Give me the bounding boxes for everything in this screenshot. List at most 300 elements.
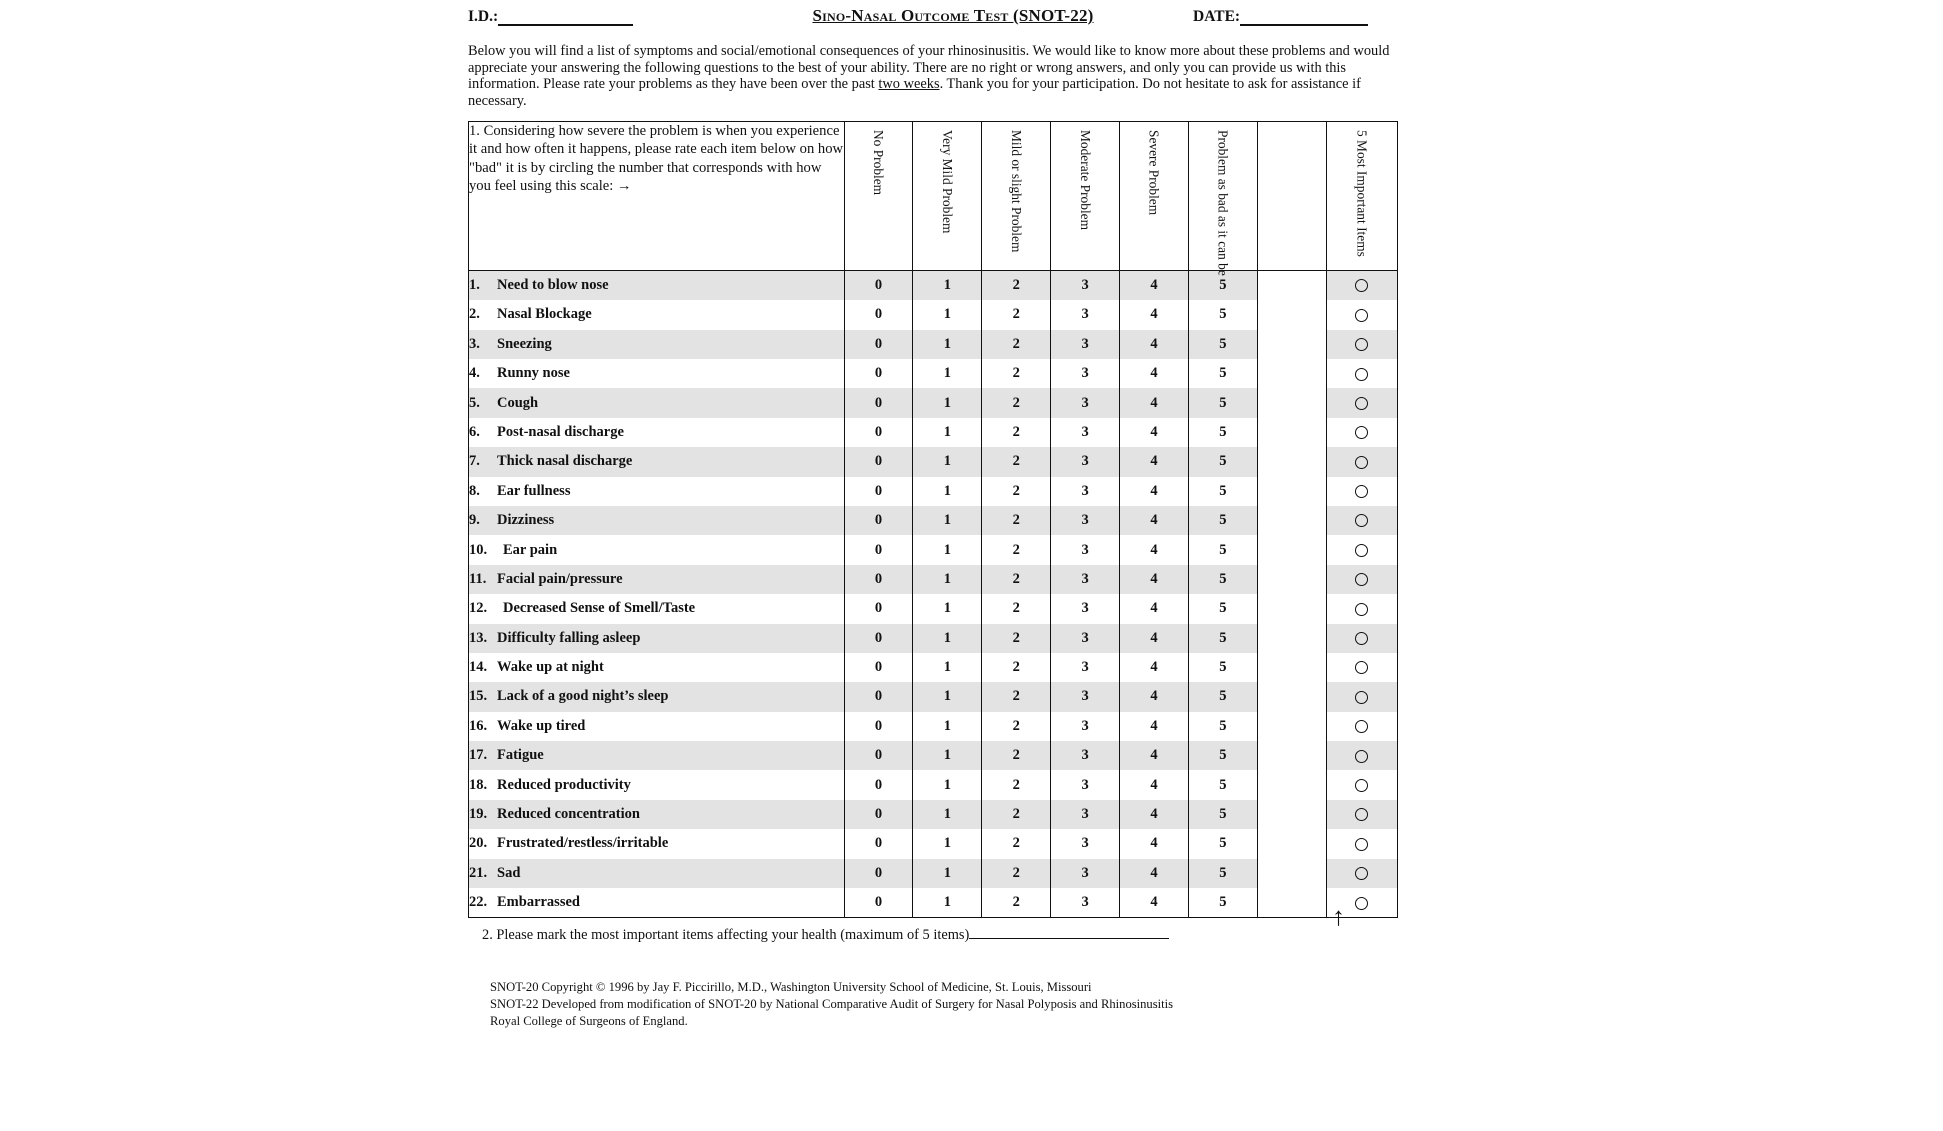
id-input-line[interactable] <box>498 11 633 26</box>
rating-option-3[interactable]: 3 <box>1051 270 1120 300</box>
item-number: 11. <box>469 570 487 587</box>
circle-icon[interactable] <box>1355 603 1368 616</box>
item-number: 15. <box>469 688 488 705</box>
item-label-cell <box>469 653 845 682</box>
table-row <box>469 682 1398 711</box>
spacer-cell <box>1257 447 1326 476</box>
rating-option-4[interactable]: 4 <box>1120 447 1189 476</box>
item-number: 17. <box>469 747 488 764</box>
rating-option-0[interactable]: 0 <box>844 418 913 447</box>
table-row <box>469 653 1398 682</box>
rating-option-1[interactable]: 1 <box>913 447 982 476</box>
rating-option-2[interactable]: 2 <box>982 682 1051 711</box>
rating-option-0[interactable]: 0 <box>844 506 913 535</box>
rating-option-4[interactable]: 4 <box>1120 418 1189 447</box>
item-number: 21. <box>469 864 488 881</box>
item-number: 2. <box>469 306 480 323</box>
rating-option-4[interactable]: 4 <box>1120 682 1189 711</box>
copyright-line-1: SNOT-20 Copyright © 1996 by Jay F. Piccirillo, M.D., Washington University School of Medicine, St. Louis, Missouri <box>490 980 1092 995</box>
item-number: 20. <box>469 835 488 852</box>
question-2-input-line[interactable] <box>969 925 1169 939</box>
item-number: 6. <box>469 423 480 440</box>
circle-icon[interactable] <box>1355 485 1368 498</box>
most-important-checkbox-cell[interactable] <box>1326 712 1397 741</box>
rating-option-5[interactable]: 5 <box>1188 624 1257 653</box>
rating-option-5[interactable]: 5 <box>1188 653 1257 682</box>
id-field-group <box>468 8 713 26</box>
rating-option-3[interactable]: 3 <box>1051 418 1120 447</box>
rating-option-4[interactable]: 4 <box>1120 594 1189 623</box>
rating-option-5[interactable]: 5 <box>1188 300 1257 329</box>
rating-option-0[interactable]: 0 <box>844 624 913 653</box>
rating-option-4[interactable]: 4 <box>1120 859 1189 888</box>
rating-option-5[interactable]: 5 <box>1188 506 1257 535</box>
circle-icon[interactable] <box>1355 397 1368 410</box>
snot22-rating-table <box>468 121 1398 919</box>
table-row <box>469 741 1398 770</box>
item-label-cell <box>469 300 845 329</box>
rating-option-1[interactable]: 1 <box>913 270 982 300</box>
rating-option-2[interactable]: 2 <box>982 270 1051 300</box>
item-label-cell <box>469 712 845 741</box>
rating-option-5[interactable]: 5 <box>1188 359 1257 388</box>
rating-option-3[interactable]: 3 <box>1051 330 1120 359</box>
rating-option-1[interactable]: 1 <box>913 770 982 799</box>
rating-option-5[interactable]: 5 <box>1188 682 1257 711</box>
rating-option-2[interactable]: 2 <box>982 712 1051 741</box>
item-label-cell <box>469 829 845 858</box>
rating-option-1[interactable]: 1 <box>913 829 982 858</box>
rating-option-3[interactable]: 3 <box>1051 359 1120 388</box>
most-important-checkbox-cell[interactable] <box>1326 624 1397 653</box>
item-label: Post-nasal discharge <box>497 423 624 440</box>
item-number: 14. <box>469 659 488 676</box>
rating-option-1[interactable]: 1 <box>913 888 982 918</box>
circle-icon[interactable] <box>1355 279 1368 292</box>
most-important-checkbox-cell[interactable] <box>1326 594 1397 623</box>
spacer-cell <box>1257 565 1326 594</box>
spacer-cell <box>1257 712 1326 741</box>
rating-option-5[interactable]: 5 <box>1188 770 1257 799</box>
item-label-cell <box>469 624 845 653</box>
item-label: Need to blow nose <box>497 277 609 293</box>
item-label: Nasal Blockage <box>497 306 592 323</box>
spacer-cell <box>1257 506 1326 535</box>
table-row <box>469 888 1398 918</box>
rating-option-4[interactable]: 4 <box>1120 506 1189 535</box>
rating-option-2[interactable]: 2 <box>982 859 1051 888</box>
rating-option-4[interactable]: 4 <box>1120 477 1189 506</box>
rating-option-0[interactable]: 0 <box>844 330 913 359</box>
rating-option-2[interactable]: 2 <box>982 300 1051 329</box>
column-header-problem-as-bad-as-it-can-be: Problem as bad as it can be <box>1188 121 1257 270</box>
item-label-cell <box>469 477 845 506</box>
rating-option-3[interactable]: 3 <box>1051 682 1120 711</box>
item-label: Lack of a good night’s sleep <box>497 688 669 705</box>
item-number: 10. <box>469 541 488 558</box>
rating-option-0[interactable]: 0 <box>844 535 913 564</box>
rating-option-5[interactable]: 5 <box>1188 477 1257 506</box>
rating-option-3[interactable]: 3 <box>1051 477 1120 506</box>
rating-option-4[interactable]: 4 <box>1120 300 1189 329</box>
table-row <box>469 859 1398 888</box>
rating-option-4[interactable]: 4 <box>1120 624 1189 653</box>
most-important-checkbox-cell[interactable] <box>1326 741 1397 770</box>
table-row <box>469 388 1398 417</box>
most-important-checkbox-cell[interactable] <box>1326 359 1397 388</box>
rating-option-0[interactable]: 0 <box>844 653 913 682</box>
rating-option-1[interactable]: 1 <box>913 565 982 594</box>
rating-option-2[interactable]: 2 <box>982 741 1051 770</box>
rating-option-3[interactable]: 3 <box>1051 565 1120 594</box>
circle-icon[interactable] <box>1355 632 1368 645</box>
item-label-cell <box>469 770 845 799</box>
rating-option-0[interactable]: 0 <box>844 770 913 799</box>
up-arrow-icon: ↑ <box>1332 902 1345 932</box>
rating-option-2[interactable]: 2 <box>982 418 1051 447</box>
table-row <box>469 330 1398 359</box>
rating-option-4[interactable]: 4 <box>1120 888 1189 918</box>
item-number: 9. <box>469 512 480 529</box>
most-important-checkbox-cell[interactable] <box>1326 653 1397 682</box>
item-number: 19. <box>469 806 488 823</box>
item-number: 1. <box>469 277 480 293</box>
instructions-emphasis: two weeks <box>878 76 940 93</box>
item-label-cell <box>469 330 845 359</box>
rating-option-2[interactable]: 2 <box>982 447 1051 476</box>
rating-option-1[interactable]: 1 <box>913 477 982 506</box>
circle-icon[interactable] <box>1355 750 1368 763</box>
item-label: Wake up tired <box>497 717 586 734</box>
instructions-text-before: Below you will find a list of symptoms and social/emotional consequences of your rhinosinusitis. We would like to know more about these problems and would appreciate your answering the following questions to the best of your ability. There are no right or wrong answers, and only you can provide us with this information. Please rate your problems as they have been over the past <box>468 43 1390 93</box>
item-number: 18. <box>469 776 488 793</box>
rating-option-2[interactable]: 2 <box>982 829 1051 858</box>
circle-icon[interactable] <box>1355 514 1368 527</box>
circle-icon[interactable] <box>1355 426 1368 439</box>
rating-option-3[interactable]: 3 <box>1051 624 1120 653</box>
circle-icon[interactable] <box>1355 368 1368 381</box>
column-header-5-most-important-items: 5 Most Important Items <box>1326 121 1397 270</box>
rating-option-0[interactable]: 0 <box>844 712 913 741</box>
item-label: Ear fullness <box>497 482 571 499</box>
rating-option-0[interactable]: 0 <box>844 682 913 711</box>
rating-option-3[interactable]: 3 <box>1051 594 1120 623</box>
rating-option-2[interactable]: 2 <box>982 359 1051 388</box>
rating-option-4[interactable]: 4 <box>1120 270 1189 300</box>
instructions-text-after: . Thank you for your participation. Do not hesitate to ask for assistance if necessary. <box>468 76 1361 110</box>
rating-option-5[interactable]: 5 <box>1188 712 1257 741</box>
column-header-moderate-problem: Moderate Problem <box>1051 121 1120 270</box>
most-important-checkbox-cell[interactable] <box>1326 770 1397 799</box>
rating-option-5[interactable]: 5 <box>1188 418 1257 447</box>
rating-option-1[interactable]: 1 <box>913 418 982 447</box>
document-page <box>468 0 1428 1131</box>
rating-option-1[interactable]: 1 <box>913 359 982 388</box>
item-label: Embarrassed <box>497 894 580 911</box>
spacer-cell <box>1257 888 1326 918</box>
rating-option-0[interactable]: 0 <box>844 741 913 770</box>
spacer-cell <box>1257 741 1326 770</box>
rating-option-1[interactable]: 1 <box>913 300 982 329</box>
item-number: 3. <box>469 335 480 352</box>
item-label: Thick nasal discharge <box>497 453 633 470</box>
rating-option-4[interactable]: 4 <box>1120 330 1189 359</box>
copyright-line-3: Royal College of Surgeons of England. <box>490 1013 688 1028</box>
rating-option-4[interactable]: 4 <box>1120 712 1189 741</box>
rating-option-0[interactable]: 0 <box>844 359 913 388</box>
question-1-prompt: 1. Considering how severe the problem is when you experience it and how often it happens, please rate each item below on how "bad" it is by circling the number that corresponds with how you feel using this scale: → <box>469 121 845 270</box>
item-label-cell <box>469 682 845 711</box>
rating-option-4[interactable]: 4 <box>1120 535 1189 564</box>
item-label-cell <box>469 388 845 417</box>
spacer-cell <box>1257 477 1326 506</box>
table-row <box>469 270 1398 300</box>
copyright-line-2: SNOT-22 Developed from modification of SNOT-20 by National Comparative Audit of Surgery for Nasal Polyposis and Rhinosinusitis <box>490 997 1174 1012</box>
rating-option-1[interactable]: 1 <box>913 388 982 417</box>
item-label: Sad <box>497 864 521 881</box>
circle-icon[interactable] <box>1355 838 1368 851</box>
spacer-cell <box>1257 859 1326 888</box>
item-label-cell <box>469 800 845 829</box>
rating-option-3[interactable]: 3 <box>1051 506 1120 535</box>
spacer-cell <box>1257 653 1326 682</box>
most-important-checkbox-cell[interactable] <box>1326 330 1397 359</box>
spacer-cell <box>1257 535 1326 564</box>
rating-option-3[interactable]: 3 <box>1051 653 1120 682</box>
column-header-no-problem: No Problem <box>844 121 913 270</box>
item-label: Fatigue <box>497 747 544 764</box>
item-label: Reduced productivity <box>497 776 631 793</box>
item-number: 7. <box>469 453 480 470</box>
item-number: 16. <box>469 717 488 734</box>
spacer-cell <box>1257 770 1326 799</box>
table-row <box>469 712 1398 741</box>
rating-option-2[interactable]: 2 <box>982 594 1051 623</box>
item-label: Frustrated/restless/irritable <box>497 835 669 852</box>
circle-icon[interactable] <box>1355 691 1368 704</box>
rating-option-4[interactable]: 4 <box>1120 770 1189 799</box>
rating-option-4[interactable]: 4 <box>1120 800 1189 829</box>
most-important-checkbox-cell[interactable] <box>1326 535 1397 564</box>
rating-option-2[interactable]: 2 <box>982 330 1051 359</box>
id-label: I.D.: <box>468 8 499 25</box>
rating-option-0[interactable]: 0 <box>844 565 913 594</box>
circle-icon[interactable] <box>1355 338 1368 351</box>
most-important-checkbox-cell[interactable] <box>1326 682 1397 711</box>
rating-option-5[interactable]: 5 <box>1188 330 1257 359</box>
circle-icon[interactable] <box>1355 897 1368 910</box>
rating-option-1[interactable]: 1 <box>913 859 982 888</box>
spacer-cell <box>1257 359 1326 388</box>
spacer-cell <box>1257 624 1326 653</box>
instructions-paragraph <box>468 43 1396 110</box>
column-header-spacer <box>1257 121 1326 270</box>
item-label-cell <box>469 418 845 447</box>
question-2-text: 2. Please mark the most important items affecting your health (maximum of 5 items) <box>482 927 970 944</box>
most-important-checkbox-cell[interactable] <box>1326 388 1397 417</box>
item-label-cell <box>469 270 845 300</box>
rating-option-2[interactable]: 2 <box>982 477 1051 506</box>
item-label-cell <box>469 888 845 918</box>
circle-icon[interactable] <box>1355 720 1368 733</box>
rating-option-0[interactable]: 0 <box>844 888 913 918</box>
most-important-checkbox-cell[interactable] <box>1326 447 1397 476</box>
rating-option-1[interactable]: 1 <box>913 712 982 741</box>
rating-option-4[interactable]: 4 <box>1120 565 1189 594</box>
column-header-severe-problem: Severe Problem <box>1120 121 1189 270</box>
rating-option-1[interactable]: 1 <box>913 800 982 829</box>
rating-option-2[interactable]: 2 <box>982 506 1051 535</box>
rating-option-5[interactable]: 5 <box>1188 447 1257 476</box>
rating-option-2[interactable]: 2 <box>982 770 1051 799</box>
rating-option-0[interactable]: 0 <box>844 859 913 888</box>
rating-option-2[interactable]: 2 <box>982 624 1051 653</box>
spacer-cell <box>1257 594 1326 623</box>
rating-option-2[interactable]: 2 <box>982 535 1051 564</box>
rating-option-0[interactable]: 0 <box>844 800 913 829</box>
rating-option-0[interactable]: 0 <box>844 388 913 417</box>
most-important-checkbox-cell[interactable] <box>1326 800 1397 829</box>
most-important-checkbox-cell[interactable] <box>1326 859 1397 888</box>
spacer-cell <box>1257 300 1326 329</box>
item-number: 22. <box>469 894 488 911</box>
item-label-cell <box>469 535 845 564</box>
rating-option-3[interactable]: 3 <box>1051 712 1120 741</box>
rating-option-1[interactable]: 1 <box>913 330 982 359</box>
most-important-checkbox-cell[interactable] <box>1326 270 1397 300</box>
rating-option-5[interactable]: 5 <box>1188 565 1257 594</box>
rating-option-3[interactable]: 3 <box>1051 741 1120 770</box>
page-title: Sino-Nasal Outcome Test (SNOT-22) <box>812 6 1094 25</box>
item-number: 4. <box>469 365 480 382</box>
rating-option-4[interactable]: 4 <box>1120 388 1189 417</box>
rating-option-3[interactable]: 3 <box>1051 388 1120 417</box>
rating-option-3[interactable]: 3 <box>1051 888 1120 918</box>
circle-icon[interactable] <box>1355 456 1368 469</box>
table-row <box>469 506 1398 535</box>
item-label-cell <box>469 594 845 623</box>
circle-icon[interactable] <box>1355 661 1368 674</box>
spacer-cell <box>1257 330 1326 359</box>
most-important-checkbox-cell[interactable] <box>1326 506 1397 535</box>
circle-icon[interactable] <box>1355 544 1368 557</box>
rating-option-3[interactable]: 3 <box>1051 859 1120 888</box>
item-label-cell <box>469 447 845 476</box>
rating-option-1[interactable]: 1 <box>913 741 982 770</box>
rating-option-2[interactable]: 2 <box>982 565 1051 594</box>
item-label: Wake up at night <box>497 659 604 676</box>
spacer-cell <box>1257 270 1326 300</box>
rating-option-0[interactable]: 0 <box>844 829 913 858</box>
item-label: Decreased Sense of Smell/Taste <box>503 600 696 617</box>
date-label: DATE: <box>1193 8 1241 25</box>
column-header-very-mild-problem: Very Mild Problem <box>913 121 982 270</box>
rating-option-0[interactable]: 0 <box>844 447 913 476</box>
table-row <box>469 359 1398 388</box>
rating-option-5[interactable]: 5 <box>1188 859 1257 888</box>
table-row <box>469 418 1398 447</box>
item-label: Difficulty falling asleep <box>497 629 641 646</box>
rating-option-3[interactable]: 3 <box>1051 535 1120 564</box>
rating-option-3[interactable]: 3 <box>1051 447 1120 476</box>
rating-option-5[interactable]: 5 <box>1188 270 1257 300</box>
rating-option-4[interactable]: 4 <box>1120 829 1189 858</box>
rating-option-0[interactable]: 0 <box>844 477 913 506</box>
rating-option-4[interactable]: 4 <box>1120 741 1189 770</box>
item-label: Sneezing <box>497 335 552 352</box>
table-row <box>469 624 1398 653</box>
most-important-checkbox-cell[interactable] <box>1326 418 1397 447</box>
rating-option-1[interactable]: 1 <box>913 682 982 711</box>
rating-option-5[interactable]: 5 <box>1188 535 1257 564</box>
item-label: Facial pain/pressure <box>497 570 623 587</box>
spacer-cell <box>1257 800 1326 829</box>
rating-option-3[interactable]: 3 <box>1051 770 1120 799</box>
date-field-group <box>1193 8 1428 26</box>
rating-option-2[interactable]: 2 <box>982 653 1051 682</box>
item-label-cell <box>469 359 845 388</box>
circle-icon[interactable] <box>1355 573 1368 586</box>
rating-option-4[interactable]: 4 <box>1120 359 1189 388</box>
column-header-mild-or-slight-problem: Mild or slight Problem <box>982 121 1051 270</box>
item-label-cell <box>469 741 845 770</box>
item-label-cell <box>469 565 845 594</box>
rating-option-0[interactable]: 0 <box>844 270 913 300</box>
rating-option-5[interactable]: 5 <box>1188 741 1257 770</box>
rating-option-2[interactable]: 2 <box>982 888 1051 918</box>
date-input-line[interactable] <box>1240 11 1368 26</box>
rating-option-5[interactable]: 5 <box>1188 888 1257 918</box>
spacer-cell <box>1257 388 1326 417</box>
table-row <box>469 800 1398 829</box>
rating-option-1[interactable]: 1 <box>913 506 982 535</box>
most-important-checkbox-cell[interactable] <box>1326 477 1397 506</box>
most-important-checkbox-cell[interactable] <box>1326 829 1397 858</box>
rating-option-4[interactable]: 4 <box>1120 653 1189 682</box>
circle-icon[interactable] <box>1355 867 1368 880</box>
most-important-checkbox-cell[interactable] <box>1326 300 1397 329</box>
rating-option-3[interactable]: 3 <box>1051 300 1120 329</box>
item-label: Dizziness <box>497 512 555 529</box>
rating-option-5[interactable]: 5 <box>1188 594 1257 623</box>
circle-icon[interactable] <box>1355 808 1368 821</box>
rating-option-2[interactable]: 2 <box>982 388 1051 417</box>
table-row <box>469 594 1398 623</box>
spacer-cell <box>1257 829 1326 858</box>
table-row <box>469 300 1398 329</box>
rating-option-1[interactable]: 1 <box>913 594 982 623</box>
form-header <box>468 0 1428 26</box>
item-label: Cough <box>497 394 539 411</box>
rating-option-2[interactable]: 2 <box>982 800 1051 829</box>
rating-option-3[interactable]: 3 <box>1051 800 1120 829</box>
rating-option-5[interactable]: 5 <box>1188 388 1257 417</box>
item-number: 5. <box>469 394 480 411</box>
rating-option-5[interactable]: 5 <box>1188 800 1257 829</box>
rating-option-0[interactable]: 0 <box>844 594 913 623</box>
table-row <box>469 477 1398 506</box>
circle-icon[interactable] <box>1355 779 1368 792</box>
rating-option-1[interactable]: 1 <box>913 624 982 653</box>
item-number: 8. <box>469 482 480 499</box>
rating-option-3[interactable]: 3 <box>1051 829 1120 858</box>
most-important-checkbox-cell[interactable] <box>1326 565 1397 594</box>
rating-option-1[interactable]: 1 <box>913 653 982 682</box>
rating-option-0[interactable]: 0 <box>844 300 913 329</box>
circle-icon[interactable] <box>1355 309 1368 322</box>
rating-option-5[interactable]: 5 <box>1188 829 1257 858</box>
rating-option-1[interactable]: 1 <box>913 535 982 564</box>
